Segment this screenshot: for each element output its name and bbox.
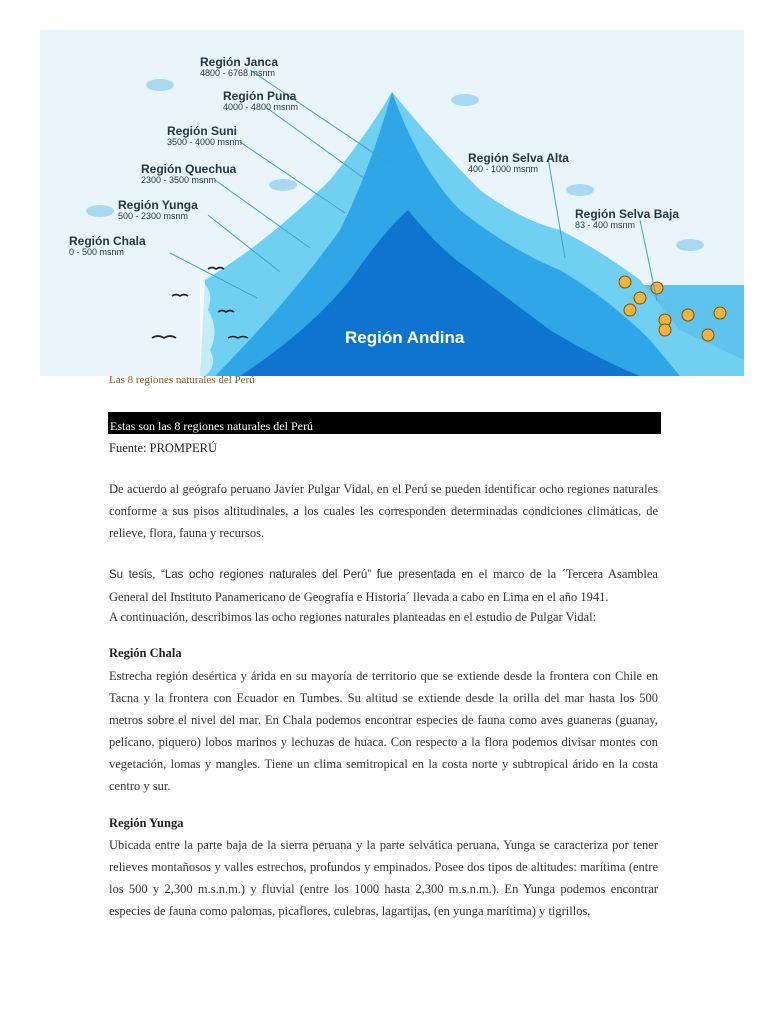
regions-illustration	[40, 30, 744, 376]
range-quechua: 2300 - 3500 msnm	[141, 175, 217, 185]
cloud-icon	[566, 184, 594, 196]
tree-icon	[682, 309, 694, 321]
thesis-highlight: Su tesis, “Las ocho regiones naturales del Perú” fue presentada	[109, 569, 456, 581]
cloud-icon	[451, 94, 479, 106]
paragraph-thesis	[109, 563, 658, 608]
paragraph-yunga: Ubicada entre la parte baja de la sierra peruana y la parte selvática peruana, Yunga se caracteriza por tener relieves montañosos y valles estrechos, profundos y empinados. Posee dos tipos de altitudes: marítima (entre los 500 y 2,300 m.s.n.m.) y fluvial (entre los 1000 hasta 2,300 m.s.n.m.). En Yunga podemos encontrar especies de fauna como palomas, picaflores, culebras, lagartijas, (en yunga marítima) y tigrillos,	[109, 838, 658, 918]
tree-icon	[651, 282, 663, 294]
paragraph-chala: Estrecha región desértica y árida en su mayoría de territorio que se extiende desde la frontera con Chile en Tacna y la frontera con Ecuador en Tumbes. Su altitud se extiende desde la orilla del mar hasta los 500 metros sobre el nivel del mar. En Chala podemos encontrar especies de fauna como aves guaneras (guanay, pelícano, piquero) lobos marinos y lechuzas de huaca. Con respecto a la flora podemos divisar montes con vegetación, lomas y mangles. Tiene un clima semitropical en la costa norte y subtropical árido en la costa centro y sur.	[109, 669, 658, 793]
left-sea	[40, 275, 210, 376]
range-suni: 3500 - 4000 msnm	[167, 137, 243, 147]
tree-icon	[624, 304, 636, 316]
thesis-rest: en el marco de la ´Tercera Asamblea General del Instituto Panamericano de Geografía e Historia´ llevada a cabo en Lima en el año 1941.	[109, 567, 658, 604]
label-yunga: Región Yunga	[118, 198, 198, 212]
range-janca: 4800 - 6768 msnm	[200, 68, 276, 78]
range-puna: 4000 - 4800 msnm	[223, 102, 299, 112]
label-suni: Región Suni	[167, 124, 237, 138]
tree-icon	[659, 324, 671, 336]
label-quechua: Región Quechua	[141, 162, 237, 176]
cloud-icon	[146, 79, 174, 91]
heading-chala: Región Chala	[109, 646, 182, 660]
source-line: Fuente: PROMPERÚ	[109, 441, 218, 455]
label-chala: Región Chala	[69, 234, 146, 248]
range-yunga: 500 - 2300 msnm	[118, 211, 189, 221]
cloud-icon	[86, 205, 114, 217]
paragraph-intro: De acuerdo al geógrafo peruano Javier Pulgar Vidal, en el Perú se pueden identificar ocho regiones naturales conforme a sus pisos altitudinales, a los cuales les corresponden determinadas condiciones climáticas, de relieve, flora, fauna y recursos.	[109, 482, 658, 540]
range-selva-baja: 83 - 400 msnm	[575, 220, 636, 230]
cloud-icon	[269, 179, 297, 191]
cloud-icon	[676, 239, 704, 251]
figure-caption: Las 8 regiones naturales del Perú	[109, 374, 255, 386]
label-puna: Región Puna	[223, 89, 297, 103]
highlight-bar: Estas son las 8 regiones naturales del Perú	[108, 412, 661, 434]
label-selva-alta: Región Selva Alta	[468, 151, 569, 165]
label-janca: Región Janca	[200, 55, 279, 69]
tree-icon	[619, 276, 631, 288]
label-region-andina: Región Andina	[345, 328, 465, 347]
heading-yunga: Región Yunga	[109, 816, 184, 830]
label-selva-baja: Región Selva Baja	[575, 207, 680, 221]
tree-icon	[714, 307, 726, 319]
mountain-diagram	[40, 30, 744, 376]
range-selva-alta: 400 - 1000 msnm	[468, 164, 539, 174]
paragraph-continuation: A continuación, describimos las ocho regiones naturales planteadas en el estudio de Pulgar Vidal:	[109, 610, 597, 624]
tree-icon	[702, 329, 714, 341]
tree-icon	[634, 292, 646, 304]
range-chala: 0 - 500 msnm	[69, 247, 125, 257]
